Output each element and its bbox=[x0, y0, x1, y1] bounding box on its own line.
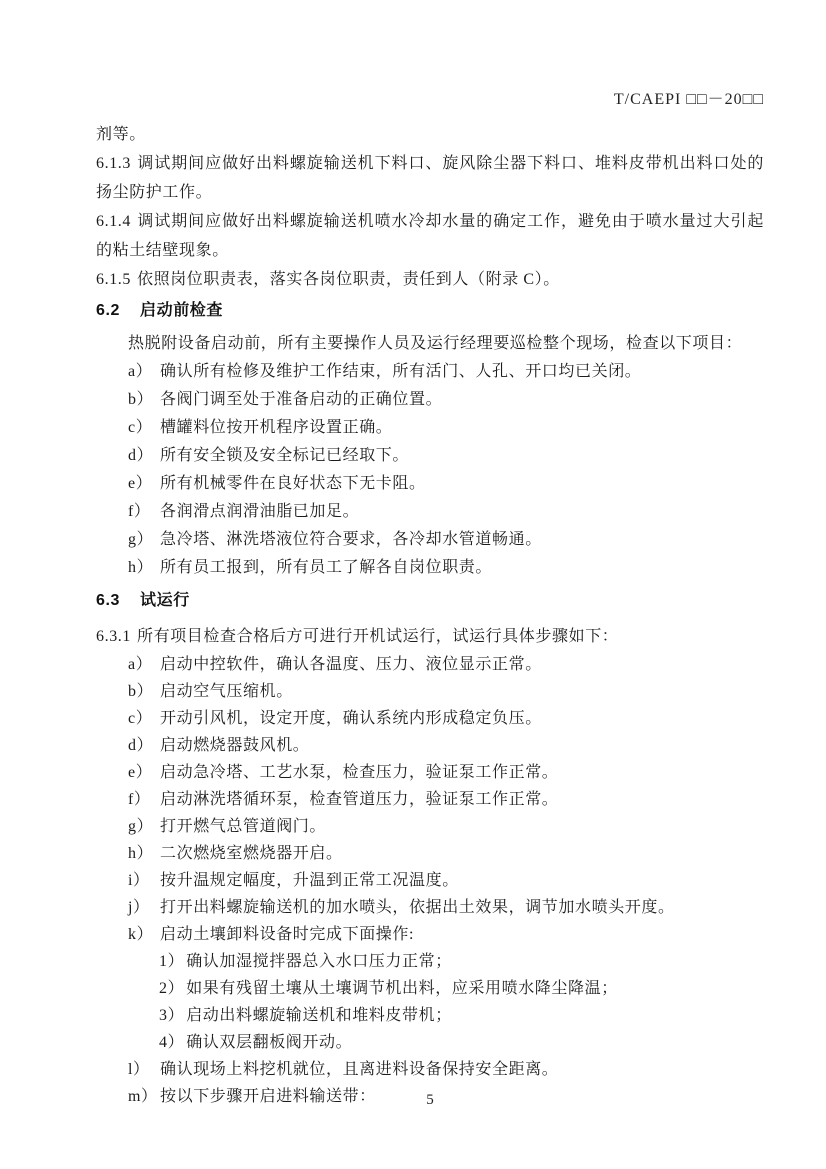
list-item-text: 启动空气压缩机。 bbox=[160, 683, 293, 700]
section-heading-6-3 bbox=[96, 586, 764, 616]
list-item-text: 启动淋洗塔循环泵，检查管道压力，验证泵工作正常。 bbox=[160, 791, 559, 808]
section-6-2-intro: 热脱附设备启动前，所有主要操作人员及运行经理要巡检整个现场，检查以下项目： bbox=[128, 335, 743, 352]
list-item-text: 按以下步骤开启进料输送带： bbox=[160, 1088, 376, 1105]
list-item bbox=[96, 786, 764, 813]
list-item-text: 启动土壤卸料设备时完成下面操作: bbox=[160, 926, 415, 943]
list-marker: f） bbox=[128, 791, 151, 808]
list-item-text: 开动引风机，设定开度，确认系统内形成稳定负压。 bbox=[160, 710, 542, 727]
sub-list-item bbox=[96, 948, 764, 975]
clause-text: 调试期间应做好出料螺旋输送机喷水冷却水量的确定工作，避免由于喷水量过大引起的粘土结壁现象。 bbox=[96, 213, 764, 259]
list-marker: a） bbox=[128, 363, 153, 380]
sub-list-item bbox=[96, 1029, 764, 1056]
clause-number: 6.3.1 bbox=[96, 628, 131, 645]
list-marker: b） bbox=[128, 683, 154, 700]
section-title: 试运行 bbox=[140, 592, 190, 609]
section-title: 启动前检查 bbox=[140, 302, 224, 319]
list-marker: i） bbox=[128, 872, 150, 889]
list-item-text: 启动燃烧器鼓风机。 bbox=[160, 737, 310, 754]
page-number: 5 bbox=[426, 1092, 434, 1108]
sub-list-marker: 2） bbox=[159, 980, 185, 997]
list-item bbox=[96, 759, 764, 786]
clause-6-3-1 bbox=[96, 622, 764, 651]
list-marker: d） bbox=[128, 737, 154, 754]
sub-list-item-text: 如果有残留土壤从土壤调节机出料，应采用喷水降尘降温； bbox=[186, 980, 618, 997]
list-marker: a） bbox=[128, 656, 153, 673]
clause-number: 6.1.4 bbox=[96, 213, 131, 230]
clause-text: 所有项目检查合格后方可进行开机试运行，试运行具体步骤如下： bbox=[137, 628, 619, 645]
list-marker: j） bbox=[128, 899, 150, 916]
list-marker: k） bbox=[128, 926, 154, 943]
list-item-text: 打开出料螺旋输送机的加水喷头，依据出土效果，调节加水喷头开度。 bbox=[160, 899, 675, 916]
list-item bbox=[96, 678, 764, 705]
clause-6-1-3 bbox=[96, 149, 764, 207]
list-item bbox=[96, 1056, 764, 1083]
list-item-text: 二次燃烧室燃烧器开启。 bbox=[160, 845, 343, 862]
list-item-text: 确认所有检修及维护工作结束，所有活门、人孔、开口均已关闭。 bbox=[160, 363, 642, 380]
list-marker: h） bbox=[128, 559, 154, 576]
list-item bbox=[96, 442, 764, 470]
list-item bbox=[96, 358, 764, 386]
list-marker: c） bbox=[128, 419, 153, 436]
list-marker: g） bbox=[128, 818, 154, 835]
sub-list-item bbox=[96, 975, 764, 1002]
standard-code: T/CAEPI □□－20□□ bbox=[613, 91, 764, 108]
list-marker: e） bbox=[128, 475, 153, 492]
list-item-text: 槽罐料位按开机程序设置正确。 bbox=[160, 419, 393, 436]
list-item bbox=[96, 470, 764, 498]
clause-6-1-5 bbox=[96, 265, 764, 294]
list-item bbox=[96, 705, 764, 732]
section-number: 6.3 bbox=[96, 592, 121, 609]
paragraph-continuation: 剂等。 bbox=[96, 126, 146, 143]
sub-list-item-text: 确认双层翻板阀开动。 bbox=[186, 1034, 353, 1051]
sub-list-marker: 4） bbox=[159, 1034, 185, 1051]
list-item-text: 打开燃气总管道阀门。 bbox=[160, 818, 327, 835]
list-marker: h） bbox=[128, 845, 154, 862]
list-item-text: 所有安全锁及安全标记已经取下。 bbox=[160, 447, 410, 464]
list-item bbox=[96, 894, 764, 921]
list-item bbox=[96, 498, 764, 526]
clause-number: 6.1.5 bbox=[96, 271, 131, 288]
list-item bbox=[96, 414, 764, 442]
list-marker: d） bbox=[128, 447, 154, 464]
list-item bbox=[96, 813, 764, 840]
list-item bbox=[96, 867, 764, 894]
sub-list-marker: 3） bbox=[159, 1007, 185, 1024]
list-item-text: 启动急冷塔、工艺水泵，检查压力，验证泵工作正常。 bbox=[160, 764, 559, 781]
clause-text: 依照岗位职责表，落实各岗位职责，责任到人（附录 C）。 bbox=[137, 271, 560, 288]
clause-number: 6.1.3 bbox=[96, 155, 131, 172]
list-item-text: 所有机械零件在良好状态下无卡阻。 bbox=[160, 475, 426, 492]
list-marker: b） bbox=[128, 391, 154, 408]
section-heading-6-2 bbox=[96, 296, 764, 326]
list-item-text: 启动中控软件，确认各温度、压力、液位显示正常。 bbox=[160, 656, 542, 673]
clause-6-1-4 bbox=[96, 207, 764, 265]
list-marker: m） bbox=[128, 1088, 158, 1105]
list-marker: g） bbox=[128, 531, 154, 548]
list-item-text: 按升温规定幅度，升温到正常工况温度。 bbox=[160, 872, 459, 889]
sub-list-marker: 1） bbox=[159, 953, 185, 970]
clause-text: 调试期间应做好出料螺旋输送机下料口、旋风除尘器下料口、堆料皮带机出料口处的扬尘防护工作。 bbox=[96, 155, 764, 201]
list-marker: f） bbox=[128, 503, 151, 520]
list-item bbox=[96, 526, 764, 554]
list-item bbox=[96, 386, 764, 414]
list-item-text: 所有员工报到，所有员工了解各自岗位职责。 bbox=[160, 559, 493, 576]
sub-list-item bbox=[96, 1002, 764, 1029]
list-item-text: 各润滑点润滑油脂已加足。 bbox=[160, 503, 360, 520]
list-marker: e） bbox=[128, 764, 153, 781]
sub-list-item-text: 确认加湿搅拌器总入水口压力正常； bbox=[186, 953, 452, 970]
sub-list-item-text: 启动出料螺旋输送机和堆料皮带机； bbox=[186, 1007, 452, 1024]
list-item-text: 急冷塔、淋洗塔液位符合要求，各冷却水管道畅通。 bbox=[160, 531, 542, 548]
list-item bbox=[96, 554, 764, 582]
list-marker: c） bbox=[128, 710, 153, 727]
list-item-text: 确认现场上料挖机就位，且离进料设备保持安全距离。 bbox=[160, 1061, 559, 1078]
list-item bbox=[96, 840, 764, 867]
list-marker: l） bbox=[128, 1061, 150, 1078]
list-item bbox=[96, 651, 764, 678]
list-item bbox=[96, 732, 764, 759]
list-item bbox=[96, 921, 764, 948]
section-number: 6.2 bbox=[96, 302, 121, 319]
list-item-text: 各阀门调至处于准备启动的正确位置。 bbox=[160, 391, 443, 408]
